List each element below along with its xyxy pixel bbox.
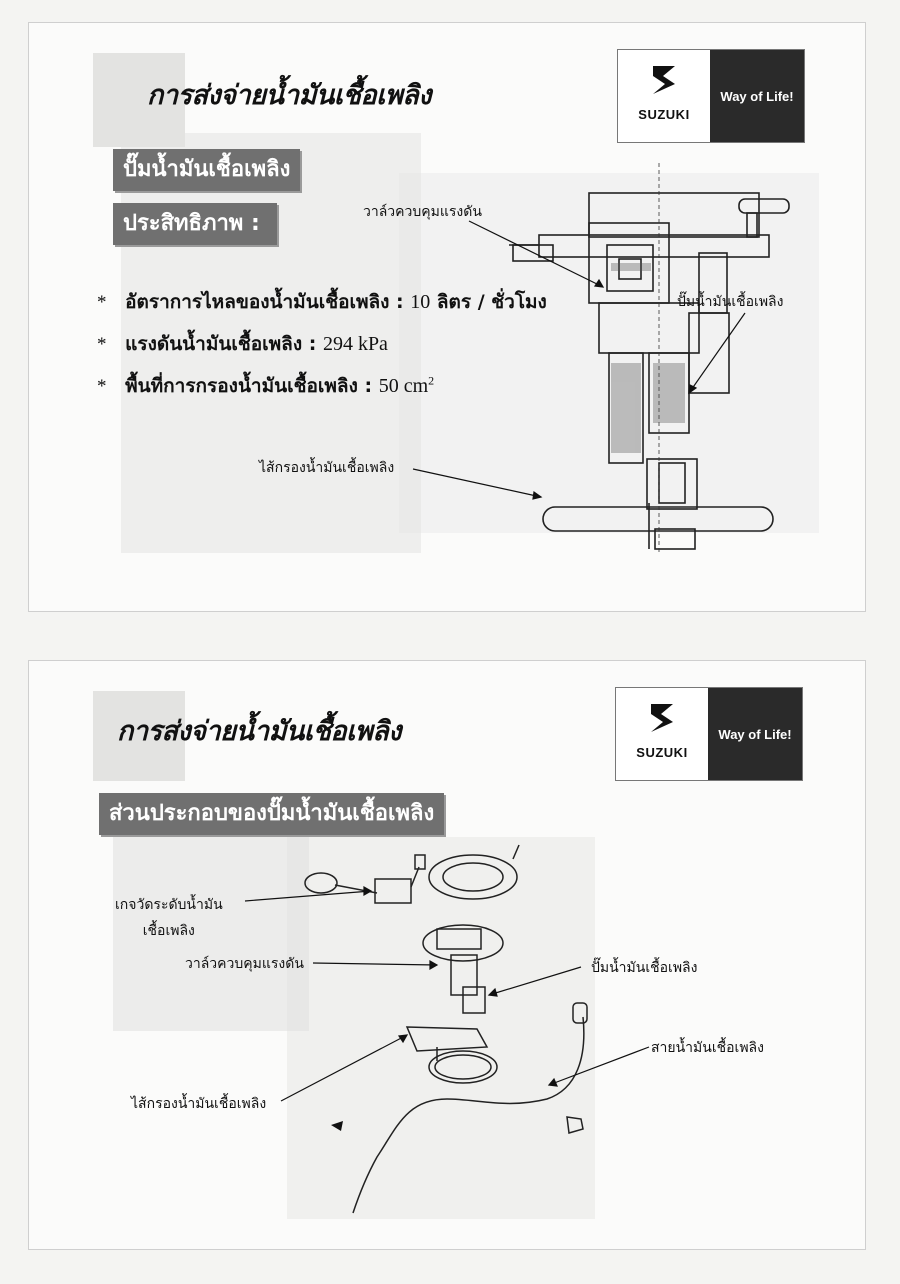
logo-brand-text: SUZUKI [636,745,688,760]
spec-label: พื้นที่การกรองน้ำมันเชื้อเพลิง : [125,375,373,397]
spec-label: อัตราการไหลของน้ำมันเชื้อเพลิง : [125,291,404,313]
callout-fuel-gauge-line2: เชื้อเพลิง [142,924,195,939]
spec-bullet: * [97,334,107,355]
section-label: ส่วนประกอบของปั๊มน้ำมันเชื้อเพลิง [99,793,444,835]
callout-fuel-pump: ปั๊มน้ำมันเชื้อเพลิง [591,961,698,976]
slide2-leader-lines [29,661,865,1249]
sub-label: ประสิทธิภาพ : [113,203,277,245]
section-label: ปั๊มน้ำมันเชื้อเพลิง [113,149,300,191]
callout-pressure-regulator: วาล์วควบคุมแรงดัน [363,205,482,220]
callout-pressure-regulator: วาล์วควบคุมแรงดัน [185,957,304,972]
spec-bullet: * [97,292,107,313]
logo-brand-text: SUZUKI [638,107,690,122]
logo-slogan: Way of Life! [708,688,802,780]
slide1-leader-lines [29,23,865,611]
slide-fuel-pump-performance [28,22,866,612]
callout-fuel-pump: ปั๊มน้ำมันเชื้อเพลิง [677,295,784,310]
logo-slogan: Way of Life! [710,50,804,142]
spec-bullet: * [97,376,107,397]
spec-value: 294 kPa [322,333,388,355]
spec-unit: ลิตร / ชั่วโมง [436,291,547,313]
callout-fuel-gauge [115,893,223,945]
callout-fuel-filter: ไส้กรองน้ำมันเชื้อเพลิง [131,1097,267,1112]
spec-superscript: 2 [428,373,435,388]
slide-title: การส่งจ่ายน้ำมันเชื้อเพลิง [147,80,431,111]
callout-fuel-hose: สายน้ำมันเชื้อเพลิง [651,1041,764,1056]
callout-fuel-gauge-line1: เกจวัดระดับน้ำมัน [115,898,223,913]
spec-value: 50 cm [378,375,429,397]
callout-fuel-filter: ไส้กรองน้ำมันเชื้อเพลิง [259,461,395,476]
spec-value: 10 [410,291,431,313]
spec-label: แรงดันน้ำมันเชื้อเพลิง : [125,333,317,355]
slide-fuel-pump-components [28,660,866,1250]
slide-title: การส่งจ่ายน้ำมันเชื้อเพลิง [117,716,401,747]
